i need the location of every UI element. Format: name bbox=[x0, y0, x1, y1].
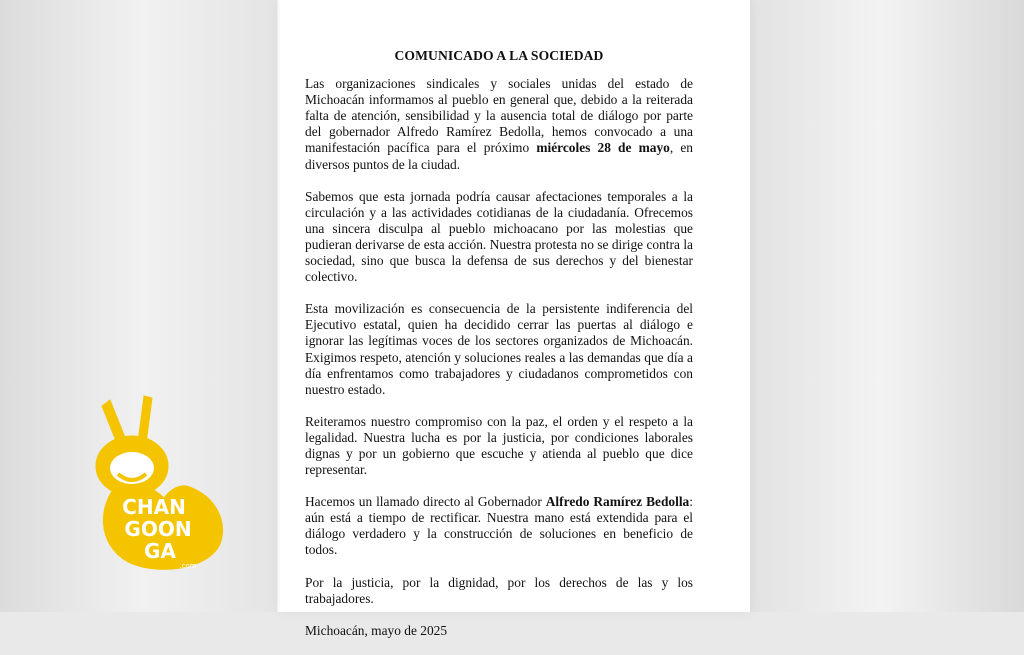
paragraph-1 bbox=[305, 76, 693, 173]
paragraph-text: Hacemos un llamado directo al Gobernador bbox=[305, 494, 546, 510]
paragraph-text: Por la justicia, por la dignidad, por los derechos de las y los trabajadores. bbox=[305, 574, 693, 606]
paragraph-text: Las organizaciones sindicales y sociales unidas del estado de Michoacán informamos al pueblo en general que, debido a la reiterada falta de atención, sensibilidad y la ausencia total de diálogo por parte del gobernador Alfredo Ramírez Bedolla, hemos convocado a una manifestación pacífica para el próximo bbox=[305, 76, 693, 156]
paragraph-text: , en diversos puntos de la ciudad. bbox=[305, 140, 693, 172]
document-title: COMUNICADO A LA SOCIEDAD bbox=[394, 48, 604, 63]
bold-governor-name: Alfredo Ramírez Bedolla bbox=[545, 494, 690, 510]
bold-date: miércoles 28 de mayo bbox=[536, 140, 670, 156]
paragraph-2 bbox=[305, 189, 693, 286]
paragraph-5 bbox=[305, 494, 693, 558]
changoonga-logo bbox=[88, 394, 228, 574]
logo-text-1: CHAN bbox=[122, 495, 186, 519]
paragraph-text: : aún está a tiempo de rectificar. Nuestra mano está extendida para el diálogo verdadero y la construcción de soluciones en beneficio de todos. bbox=[305, 494, 693, 558]
document-body bbox=[305, 48, 693, 655]
logo-text-suffix: .com bbox=[179, 562, 197, 570]
signature-line: Michoacán, mayo de 2025 bbox=[305, 622, 448, 638]
paragraph-3 bbox=[305, 301, 693, 398]
paragraph-text: Reiteramos nuestro compromiso con la paz, el orden y el respeto a la legalidad. Nuestra lucha es por la justicia, por condiciones laborales dignas y por un gobierno que escuche y atienda al pueblo que dice representar. bbox=[305, 413, 693, 478]
logo-text-2: GOON bbox=[124, 517, 192, 541]
logo-text-3: GA bbox=[144, 539, 176, 563]
paragraph-4 bbox=[305, 414, 693, 478]
paragraph-6 bbox=[305, 575, 693, 607]
paragraph-text: Esta movilización es consecuencia de la persistente indiferencia del Ejecutivo estatal, quien ha decidido cerrar las puertas al diálogo e ignorar las legítimas voces de los sectores organizados de Michoacán. Exigimos respeto, atención y soluciones reales a las demandas que día a día enfrentamos como trabajadores y ciudadanos comprometidos con nuestro estado. bbox=[305, 301, 693, 397]
paragraph-text: Sabemos que esta jornada podría causar afectaciones temporales a la circulación y a las actividades cotidianas de la ciudadanía. Ofrecemos una sincera disculpa al pueblo michoacano por las molestias que pudieran derivarse de esta acción. Nuestra protesta no se dirige contra la sociedad, sino que busca la defensa de sus derechos y del bienestar colectivo. bbox=[305, 188, 693, 285]
